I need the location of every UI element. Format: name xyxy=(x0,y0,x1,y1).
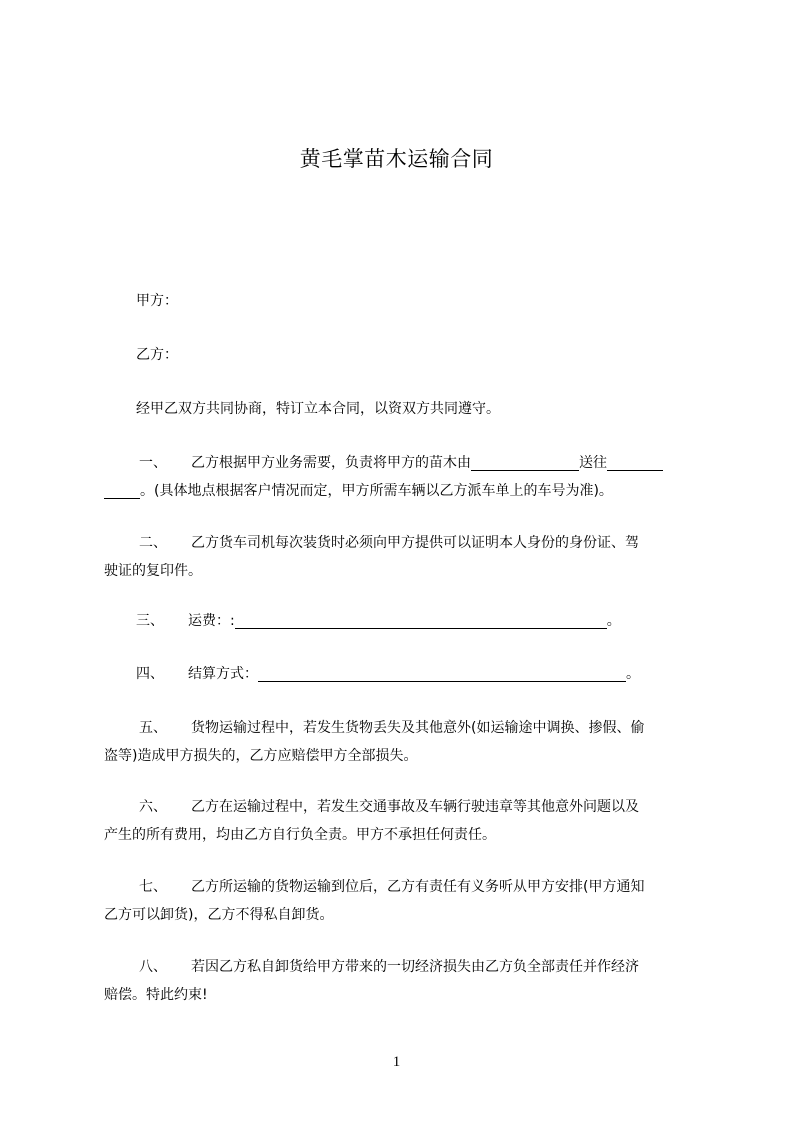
clause-2-text-1: 乙方货车司机每次装货时必须向甲方提供可以证明本人身份的身份证、驾 xyxy=(191,535,639,551)
clause-7-text-2: 乙方可以卸货)，乙方不得私自卸货。 xyxy=(104,907,334,923)
clause-8 xyxy=(104,953,704,1009)
clause-1-line-1 xyxy=(104,449,704,477)
clause-4 xyxy=(104,660,704,688)
clause-6 xyxy=(104,793,704,849)
clause-1-number: 一、 xyxy=(139,455,167,471)
clause-6-text-2: 产生的所有费用，均由乙方自行负全责。甲方不承担任何责任。 xyxy=(104,827,496,843)
clause-2-text-2: 驶证的复印件。 xyxy=(104,563,202,579)
preamble: 经甲乙双方共同协商，特订立本合同，以资双方共同遵守。 xyxy=(136,401,500,417)
clause-2-number: 二、 xyxy=(139,535,167,551)
freight-label: 运费：: xyxy=(188,613,235,629)
clause-1-line-2 xyxy=(104,477,704,505)
page-number: 1 xyxy=(392,1054,401,1070)
clause-6-text-1: 乙方在运输过程中，若发生交通事故及车辆行驶违章等其他意外问题以及 xyxy=(191,799,639,815)
clause-2 xyxy=(104,529,704,585)
clause-3 xyxy=(104,607,704,635)
document-title: 黄毛掌苗木运输合同 xyxy=(299,147,494,171)
origin-blank xyxy=(471,454,579,471)
clause-7 xyxy=(104,873,704,929)
clause-4-number: 四、 xyxy=(136,666,164,682)
clause-5-number: 五、 xyxy=(139,720,167,736)
clause-1-text-b: 送往 xyxy=(579,455,607,471)
clause-6-number: 六、 xyxy=(139,799,167,815)
clause-3-number: 三、 xyxy=(136,613,164,629)
party-a-line: 甲方： xyxy=(136,293,178,309)
clause-3-end: 。 xyxy=(606,613,621,629)
clause-5-text-1: 货物运输过程中，若发生货物丢失及其他意外(如运输途中调换、掺假、偷 xyxy=(191,720,645,736)
clause-8-number: 八、 xyxy=(139,959,167,975)
destination-blank-continued xyxy=(104,482,140,499)
clause-4-end: 。 xyxy=(626,666,640,682)
clause-8-text-2: 赔偿。特此约束! xyxy=(104,987,208,1003)
clause-1-text-c: 。(具体地点根据客户情况而定，甲方所需车辆以乙方派车单上的车号为准)。 xyxy=(140,483,613,499)
clause-7-number: 七、 xyxy=(139,879,167,895)
freight-blank xyxy=(235,612,607,629)
clause-1 xyxy=(104,449,704,505)
clause-5 xyxy=(104,714,704,770)
clause-8-text-1: 若因乙方私自卸货给甲方带来的一切经济损失由乙方负全部责任并作经济 xyxy=(191,959,639,975)
clause-5-text-2: 盗等)造成甲方损失的，乙方应赔偿甲方全部损失。 xyxy=(104,748,418,764)
settlement-label: 结算方式： xyxy=(188,666,258,682)
clause-1-text-a: 乙方根据甲方业务需要，负责将甲方的苗木由 xyxy=(191,455,471,471)
party-b-line: 乙方： xyxy=(136,347,178,363)
destination-blank xyxy=(607,454,663,471)
settlement-blank xyxy=(258,665,626,682)
clause-7-text-1: 乙方所运输的货物运输到位后，乙方有责任有义务听从甲方安排(甲方通知 xyxy=(191,879,645,895)
